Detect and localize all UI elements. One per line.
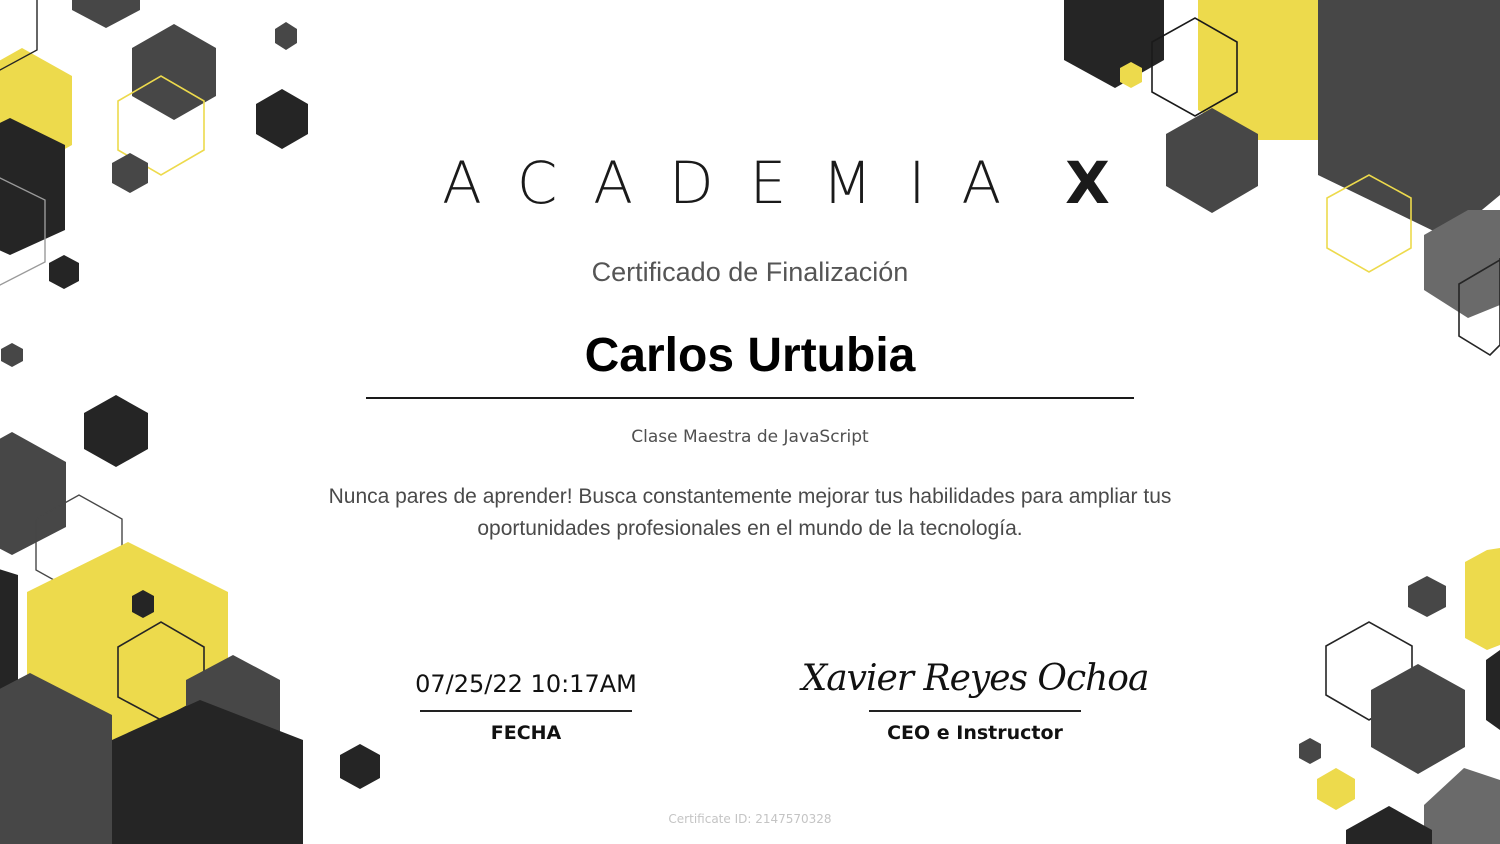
hexagon-shape — [1486, 650, 1500, 730]
hexagon-shape — [0, 432, 66, 555]
motivational-message: Nunca pares de aprender! Busca constantemente mejorar tus habilidades para ampliar tus oportunidades profesionales en el mundo de la tecnología. — [328, 485, 1172, 540]
hexagon-shape — [1465, 548, 1500, 650]
name-underline — [366, 397, 1134, 399]
recipient-name: Carlos Urtubia — [584, 329, 916, 382]
date-label: FECHA — [490, 722, 562, 744]
hexagon-shape — [1317, 768, 1355, 810]
hexagon-shape — [0, 560, 18, 700]
certificate-id: Certificate ID: 2147570328 — [668, 812, 832, 826]
brand-mark: X — [1065, 149, 1110, 217]
hexagon-shape — [132, 590, 154, 618]
course-name: Clase Maestra de JavaScript — [631, 427, 869, 447]
hexagon-shape — [1371, 664, 1465, 774]
certificate-title: Certificado de Finalización — [591, 257, 909, 287]
signer-role: CEO e Instructor — [887, 722, 1063, 744]
hexagon-shape — [1064, 0, 1164, 88]
hexagon-shape — [1299, 738, 1321, 764]
brand-word: ACADEMIA — [442, 149, 1038, 217]
hexagon-shape — [340, 744, 380, 789]
signature: Xavier Reyes Ochoa — [801, 658, 1149, 699]
academy-logo — [0, 150, 1500, 216]
hexagon-shape — [256, 89, 308, 149]
date-value: 07/25/22 10:17AM — [415, 670, 637, 698]
hexagon-shape — [72, 0, 140, 28]
hexagon-shape — [275, 22, 297, 50]
hexagon-shape — [1408, 576, 1446, 617]
hexagon-shape — [1424, 768, 1500, 844]
signature-underline — [869, 710, 1081, 712]
date-underline — [420, 710, 632, 712]
